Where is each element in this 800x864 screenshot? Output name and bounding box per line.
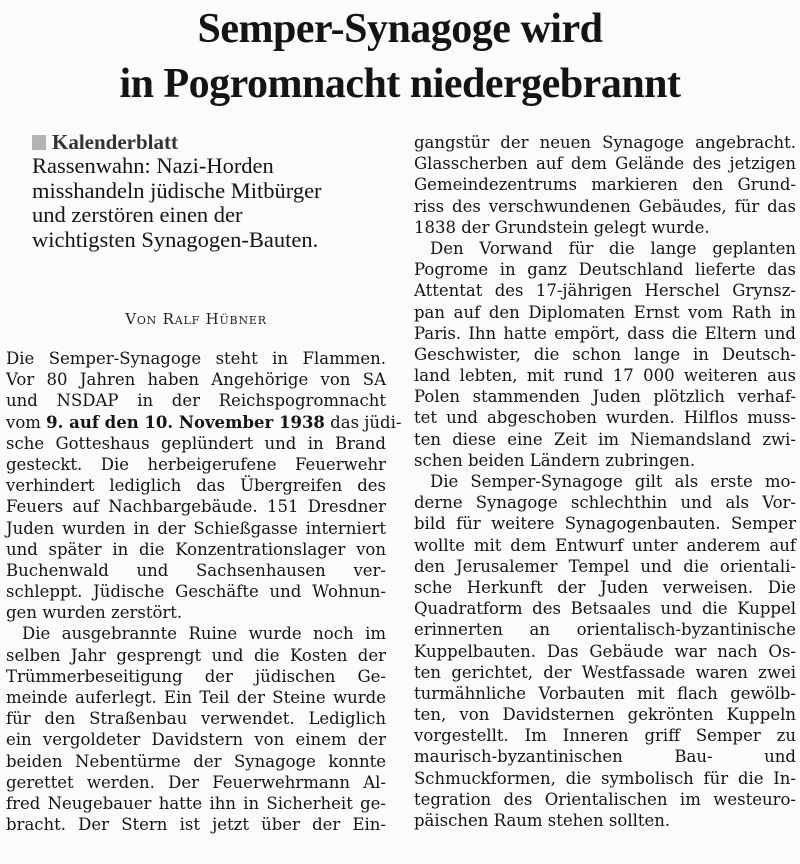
rubric-label: Kalenderblatt	[52, 130, 178, 154]
text-line: Buchenwald und Sachsenhausen ver-	[6, 560, 386, 580]
text-line: Gemeindezentrums markieren den Grund-	[414, 175, 796, 195]
text-line: Feuers auf Nachbargebäude. 151 Dresdner	[6, 497, 386, 517]
headline-line-2: in Pogromnacht niedergebrannt	[119, 61, 681, 107]
deck-line: misshandeln jüdische Mitbürger	[32, 177, 322, 203]
headline-line-1: Semper-Synagoge wird	[197, 6, 603, 52]
text-line: und NSDAP in der Reichspogromnacht	[6, 391, 386, 411]
left-body-text	[6, 348, 402, 835]
text-line: Trümmerbeseitigung der jüdischen Ge-	[6, 666, 386, 686]
text-line: fred Neugebauer hatte ihn in Sicherheit ge-	[6, 793, 386, 813]
text-line: gen wurden zerstört.	[6, 603, 183, 623]
text-line: ten, von Davidsternen gekrönten Kuppeln	[414, 705, 796, 725]
text-line: gesteckt. Die herbeigerufene Feuerwehr	[6, 454, 386, 474]
text-line: derne Synagoge schlechthin und als Vor-	[414, 493, 796, 513]
text-line: Den Vorwand für die lange geplanten	[430, 238, 796, 258]
text-line: bracht. Der Stern ist jetzt über der Ein-	[6, 815, 386, 835]
text-line: ten gerichtet, der Westfassade waren zwei	[414, 662, 796, 682]
text-line: Die Semper-Synagoge gilt als erste mo-	[430, 472, 796, 491]
date-suffix: das jüdi-	[330, 412, 402, 432]
text-line: erinnerten an orientalisch-byzantinische	[414, 620, 796, 640]
rubric	[6, 130, 386, 154]
text-line: ten diese eine Zeit im Niemandsland zwi-	[414, 429, 796, 449]
text-line: land lebten, mit rund 17 000 weiteren aus	[414, 366, 796, 386]
text-line: sche Gotteshaus geplündert und in Brand	[6, 433, 386, 453]
text-line: sche Herkunft der Juden verweisen. Die	[414, 577, 796, 597]
text-line: turmähnliche Vorbauten mit flach gewölb-	[414, 683, 796, 703]
text-line: für den Straßenbau verwendet. Lediglich	[6, 709, 386, 729]
text-line: schen beiden Ländern zubringen.	[414, 450, 696, 470]
deck-line: und zerstören einen der	[32, 202, 243, 227]
text-line: Juden wurden in der Schießgasse interniert	[6, 518, 386, 538]
text-line: beiden Nebentürme der Synagoge konnte	[6, 751, 386, 771]
text-line: Attentat des 17-jährigen Herschel Grynsz-	[414, 281, 796, 301]
date-prefix: vom	[6, 412, 47, 432]
text-line: vorgestellt. Im Inneren griff Semper zu	[414, 726, 796, 746]
text-line: Vor 80 Jahren haben Angehörige von SA	[6, 370, 386, 390]
text-line: wollte mit dem Entwurf unter anderem auf	[414, 535, 796, 555]
text-line: schleppt. Jüdische Geschäfte und Wohnun-	[6, 582, 386, 602]
text-line: Paris. Ihn hatte empört, dass die Eltern und	[414, 323, 796, 343]
text-line: und später in die Konzentrationslager von	[6, 539, 386, 559]
text-line: ein vergoldeter Davidstern von einem der	[6, 730, 386, 750]
text-line: tegration des Orientalischen im westeuro-	[414, 789, 796, 809]
text-line: gangstür der neuen Synagoge angebracht.	[414, 133, 796, 152]
text-line-date	[6, 412, 402, 433]
headline	[0, 2, 800, 112]
text-line: gerettet werden. Der Feuerwehrmann Al-	[6, 772, 386, 792]
right-body-text	[414, 132, 796, 831]
deck-line: wichtigsten Synagogen-Bauten.	[32, 226, 319, 252]
right-column	[414, 132, 796, 831]
rubric-marker-icon	[32, 135, 46, 150]
text-line: Kuppelbauten. Das Gebäude war nach Os-	[414, 641, 796, 661]
text-line: Geschwister, die schon lange in Deutsch-	[414, 344, 796, 364]
text-line: pan auf den Diplomaten Ernst vom Rath in	[414, 302, 796, 322]
date-highlight: 9. auf den 10. November 1938	[46, 412, 325, 432]
byline: Von Ralf Hübner	[125, 310, 267, 328]
text-line: Polen stammenden Juden plötzlich verhaf-	[414, 387, 796, 407]
deck-line: Rassenwahn: Nazi-Horden	[32, 153, 274, 178]
text-line: päischen Raum stehen sollten.	[414, 811, 671, 830]
text-line: Die ausgebrannte Ruine wurde noch im	[22, 624, 386, 644]
text-line: Pogrome in ganz Deutschland lieferte das	[414, 260, 796, 280]
text-line: maurisch-byzantinischen Bau- und	[414, 747, 796, 767]
text-line: tet und abgeschoben wurden. Hilflos muss-	[414, 408, 796, 428]
left-column	[6, 130, 402, 835]
text-line: verhindert lediglich das Übergreifen des	[6, 476, 386, 496]
text-line: Quadratform des Betsaales und die Kuppel	[414, 599, 796, 619]
text-line: 1838 der Grundstein gelegt wurde.	[414, 217, 710, 237]
text-line: bild für weitere Synagogenbauten. Semper	[414, 514, 796, 534]
text-line: meinde auferlegt. Ein Teil der Steine wurde	[6, 688, 386, 707]
text-line: Schmuckformen, die symbolisch für die In-	[414, 768, 796, 788]
text-line: riss des verschwundenen Gebäudes, für das	[414, 196, 796, 216]
deck	[6, 154, 386, 252]
text-line: Die Semper-Synagoge steht in Flammen.	[6, 349, 386, 368]
text-line: den Jerusalemer Tempel und die orientali-	[414, 556, 796, 576]
text-line: Glasscherben auf dem Gelände des jetzigen	[414, 154, 796, 174]
text-line: selben Jahr gesprengt und die Kosten der	[6, 645, 386, 665]
